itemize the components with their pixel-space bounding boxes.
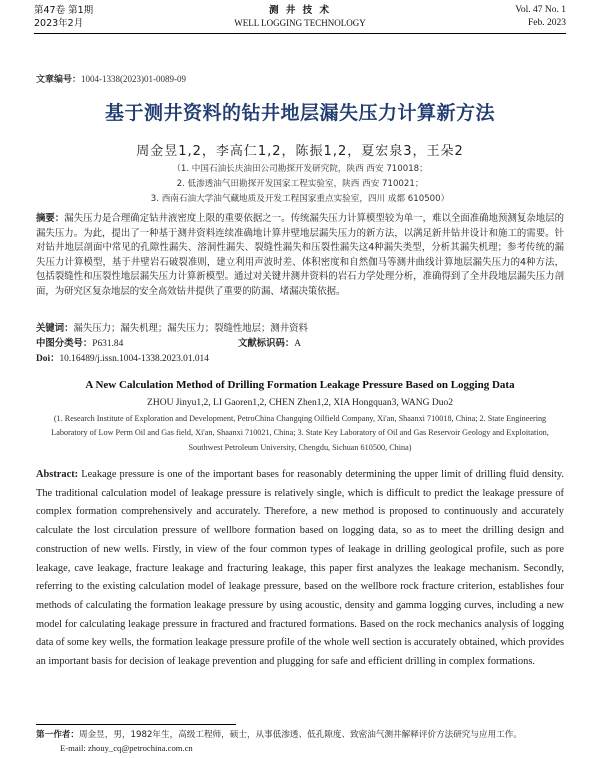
footnote-rule [36,724,236,725]
footnote-email: E-mail: zhouy_cq@petrochina.com.cn [60,742,193,753]
footnote-author [36,729,564,742]
header-rule [34,33,566,34]
journal-name-cn: 测 井 技 术 [269,5,331,16]
keywords-cn-label: 关键词： [36,323,74,334]
keywords-cn [36,320,308,334]
footnote-label: 第一作者： [36,730,79,740]
doi-label: Doi： [36,354,60,364]
journal-name-en: WELL LOGGING TECHNOLOGY [234,18,366,28]
doi-value: 10.16489/j.issn.1004-1338.2023.01.014 [59,354,209,364]
date-en: Feb. 2023 [528,18,566,28]
authors-cn: 周金昱1,2，李高仁1,2，陈振1,2，夏宏泉3，王朵2 [136,144,464,159]
header-center [0,4,600,30]
abstract-cn-label: 摘要： [36,213,65,224]
clc-label: 中图分类号： [36,338,93,349]
abstract-en [36,466,564,672]
date-cn: 2023年2月 [34,18,84,29]
article-number [36,72,186,85]
doi-row [36,350,209,364]
affiliation-cn-3: 3. 西南石油大学油气藏地质及开发工程国家重点实验室，四川 成都 610500） [150,194,450,204]
volume-issue-cn: 第47卷 第1期 [34,5,94,16]
classification-row [36,335,123,349]
article-number-label: 文章编号： [36,75,82,85]
paper-title-en: A New Calculation Method of Drilling Formation Leakage Pressure Based on Logging Data [85,379,515,391]
article-number-value: 1004-1338(2023)01-0089-09 [81,74,187,84]
volume-issue-en: Vol. 47 No. 1 [515,5,566,15]
doc-code-label: 文献标识码： [238,338,295,349]
keywords-cn-text: 漏失压力；漏失机理；漏失压力；裂缝性地层；测井资料 [73,323,308,334]
footnote [36,729,564,754]
header-right [515,4,566,30]
affiliation-cn-1: （1. 中国石油长庆油田公司勘探开发研究院，陕西 西安 710018； [172,164,428,174]
affiliations-en: (1. Research Institute of Exploration and Development, PetroChina Changqing Oilfield Company, Xi'an, Shaanxi 710018, China; 2. State Engineering Laboratory of Low Perm Oil and Gas field, Xi'an, Shaanxi 710021, China; 3. State Key Laboratory of Oil and Gas Reservoir Geology and Exploitation, Southwest Petroleum University, Chengdu, Sichuan 610500, China) [51,414,549,452]
abstract-cn-text: 漏失压力是合理确定钻井液密度上限的重要依据之一。传统漏失压力计算模型较为单一，难以全面准确地预测复杂地层的漏失压力。为此，提出了一种基于测井资料连续准确地计算井壁地层漏失压力的新方法，以满足新井钻井设计和施工的需要。针对钻井地层剖面中常见的孔隙性漏失、溶洞性漏失、裂缝性漏失和压裂性漏失这4种漏失类型，分析其漏失机理；参考传统的漏失压力计算模型，基于井壁岩石破裂准则，建立利用声波时差、体积密度和自然伽马等测井曲线计算地层漏失压力的4种方法，包括裂缝性和压裂性地层漏失压力计算新模型。通过对关键井测井资料的岩石力学处理分析，准确得到了全井段地层漏失压力剖面，为研究区复杂地层的安全高效钻井提供了重要的防漏、堵漏决策依据。 [36,213,564,297]
abstract-en-label: Abstract: [36,469,79,480]
footnote-text: 周金昱，男，1982年生，高级工程师，硕士，从事低渗透、低孔隙度、致密油气测井解释评价方法研究与应用工作。 [78,730,522,740]
authors-en: ZHOU Jinyu1,2, LI Gaoren1,2, CHEN Zhen1,2, XIA Hongquan3, WANG Duo2 [147,398,453,408]
document-code-row [238,335,301,349]
abstract-cn [36,212,564,300]
abstract-en-text: Leakage pressure is one of the important bases for reasonably determining the upper limit of drilling fluid density. The traditional calculation model of leakage pressure is relatively single, which is difficult to predict the leakage pressure of complex formation comprehensively and accurately. Therefore, a new method is proposed to continuously and accurately calculate the lost circulation pressure of wellbore formation based on logging data, so as to meet the drilling design and construction of new wells. Firstly, in view of the four common types of leakage in drilling geological profile, such as pore leakage, cave leakage, fracture leakage and fracturing leakage, this paper first analyzes the leakage mechanism. Secondly, referring to the existing calculation model of leakage pressure, based on the wellbore rock fracture criterion, establishes four methods of calculating the formation leakage pressure by using acoustic, density and gamma logging curves, including a new model for calculating leakage pressure in fractured and fractured formations. Based on the rock mechanics analysis of logging data of some key wells, the formation leakage pressure profile of the whole well section is accurately obtained, which provides an important basis for decision of leakage prevention and plugging for safe and efficient drilling in complex formations. [36,469,565,668]
clc-value: P631.84 [92,339,124,349]
doc-code-value: A [294,339,302,349]
paper-title-cn: 基于测井资料的钻井地层漏失压力计算新方法 [104,102,495,124]
affiliation-cn-2: 2. 低渗透油气田勘探开发国家工程实验室，陕西 西安 710021； [176,179,424,189]
